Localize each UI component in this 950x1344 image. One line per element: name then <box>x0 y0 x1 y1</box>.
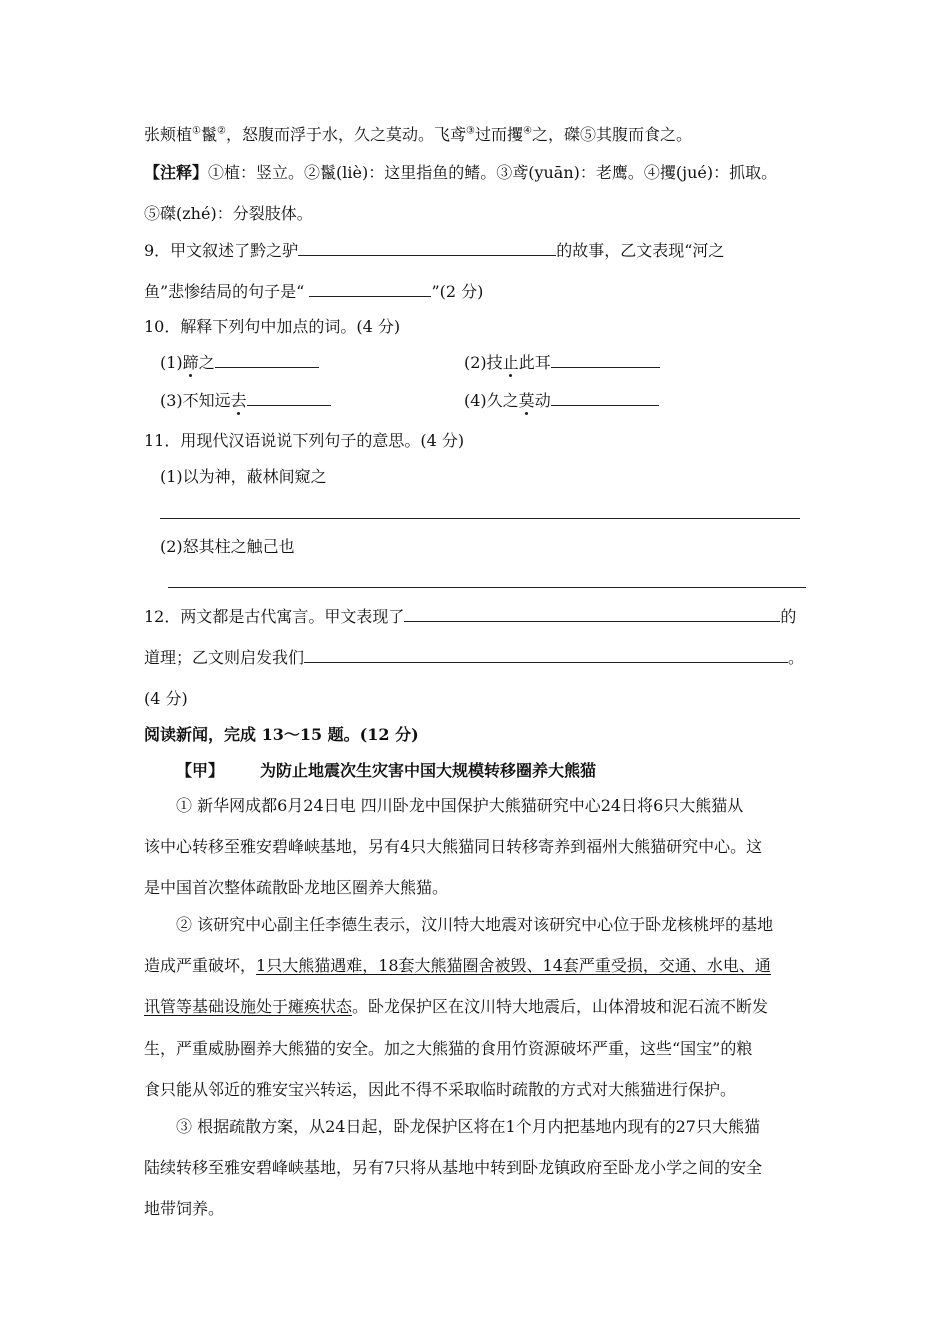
news-tag: 【甲】 <box>176 761 225 780</box>
question-9-line-1 <box>144 239 724 262</box>
text: 之 <box>198 353 215 372</box>
news-paragraph-line: 食只能从邻近的雅安宝兴转运，因此不得不采取临时疏散的方式对大熊猫进行保护。 <box>144 1080 737 1099</box>
question-10-item-3 <box>160 389 331 412</box>
question-11-sentence-1: (1)以为神，蔽林间窥之 <box>160 467 327 486</box>
text: (2)技 <box>464 353 503 372</box>
notes-text: ①植：竖立。②鬣(liè)：这里指鱼的鳍。③鸢(yuān)：老鹰。④攫(jué)：抓取。 <box>208 163 778 182</box>
dotted-word: 去 <box>230 391 247 410</box>
news-paragraph-line: 生，严重威胁圈养大熊猫的安全。加之大熊猫的食用竹资源破坏严重，这些“国宝”的粮 <box>144 1039 753 1058</box>
dotted-word: 莫 <box>518 391 535 410</box>
answer-line[interactable] <box>160 518 800 519</box>
text: 。 <box>788 648 805 667</box>
question-12-line-1 <box>144 605 796 628</box>
text: 12．两文都是古代寓言。甲文表现了 <box>144 607 405 626</box>
news-paragraph-line: 陆续转移至雅安碧峰峡基地，另有7只将从基地中转到卧龙镇政府至卧龙小学之间的安全 <box>144 1158 763 1177</box>
news-paragraph-line: ① 新华网成都6月24日电 四川卧龙中国保护大熊猫研究中心24日将6只大熊猫从 <box>176 796 744 815</box>
answer-blank[interactable] <box>404 605 780 622</box>
underlined-text: 1只大熊猫遇难，18套大熊猫圈舍被毁、14套严重受损，交通、水电、通 <box>256 956 771 975</box>
story-line <box>144 124 692 146</box>
answer-line[interactable] <box>168 587 806 588</box>
text: 9．甲文叙述了黔之驴 <box>144 241 299 260</box>
text: ”(2 分) <box>431 282 484 301</box>
text: 鬣 <box>200 125 217 144</box>
text: 之，磔⑤其腹而食之。 <box>531 125 692 144</box>
news-paragraph-line: 该中心转移至雅安碧峰峡基地，另有4只大熊猫同日转移寄养到福州大熊猫研究中心。这 <box>144 837 763 856</box>
underlined-text: 讯管等基础设施处于瘫痪状态 <box>144 997 353 1016</box>
news-paragraph-line: ② 该研究中心副主任李德生表示，汶川特大地震对该研究中心位于卧龙核桃坪的基地 <box>176 915 774 934</box>
answer-blank[interactable] <box>215 351 319 368</box>
text: (3)不知远 <box>160 391 231 410</box>
question-11-sentence-2: (2)怒其柱之触己也 <box>160 537 295 556</box>
dotted-word: 止 <box>502 353 519 372</box>
text: 鱼”悲惨结局的句子是“ <box>144 282 310 301</box>
news-paragraph-line: 地带饲养。 <box>144 1199 225 1218</box>
notes-line-2: ⑤磔(zhé)：分裂肢体。 <box>144 204 313 223</box>
text: 。卧龙保护区在汶川特大地震后，山体滑坡和泥石流不断发 <box>352 997 769 1016</box>
notes-label: 【注释】 <box>144 163 209 182</box>
text: 的 <box>780 607 797 626</box>
text: 的故事，乙文表现“河之 <box>556 241 725 260</box>
news-paragraph-line <box>144 955 771 977</box>
notes-line-1 <box>144 162 777 184</box>
news-paragraph-line <box>144 996 768 1018</box>
news-paragraph-line: ③ 根据疏散方案，从24日起，卧龙保护区将在1个月内把基地内现有的27只大熊猫 <box>176 1117 760 1136</box>
question-11-title: 11．用现代汉语说说下列句子的意思。(4 分) <box>144 431 465 450</box>
text: (4)久之 <box>464 391 519 410</box>
text: ，怒腹而浮于水，久之莫动。飞鸢 <box>225 125 466 144</box>
text: 过而攫 <box>474 125 523 144</box>
text: 张颊植 <box>144 125 193 144</box>
question-9-line-2 <box>144 280 483 303</box>
answer-blank[interactable] <box>247 389 331 406</box>
question-10-title: 10．解释下列句中加点的词。(4 分) <box>144 317 401 336</box>
news-paragraph-line: 是中国首次整体疏散卧龙地区圈养大熊猫。 <box>144 878 449 897</box>
text: (1) <box>160 353 183 372</box>
answer-blank[interactable] <box>551 389 659 406</box>
text: 道理；乙文则启发我们 <box>144 648 305 667</box>
answer-blank[interactable] <box>551 351 660 368</box>
text: 动 <box>534 391 551 410</box>
question-12-line-2 <box>144 646 804 669</box>
question-12-score: (4 分) <box>144 689 188 708</box>
news-headline: 为防止地震次生灾害中国大规模转移圈养大熊猫 <box>260 761 597 780</box>
question-10-item-4 <box>464 389 659 412</box>
footnote-mark: ④ <box>522 125 532 137</box>
reading-instruction: 阅读新闻，完成 13～15 题。(12 分) <box>144 725 419 744</box>
answer-blank[interactable] <box>309 280 431 297</box>
question-10-item-2 <box>464 351 660 374</box>
footnote-mark: ③ <box>465 125 475 137</box>
question-10-item-1 <box>160 351 319 374</box>
answer-blank[interactable] <box>304 646 788 663</box>
footnote-mark: ① <box>192 125 201 137</box>
text: 此耳 <box>518 353 551 372</box>
dotted-word: 蹄 <box>182 353 199 372</box>
footnote-mark: ② <box>217 125 226 137</box>
text: 造成严重破坏， <box>144 956 257 975</box>
answer-blank[interactable] <box>298 239 556 256</box>
